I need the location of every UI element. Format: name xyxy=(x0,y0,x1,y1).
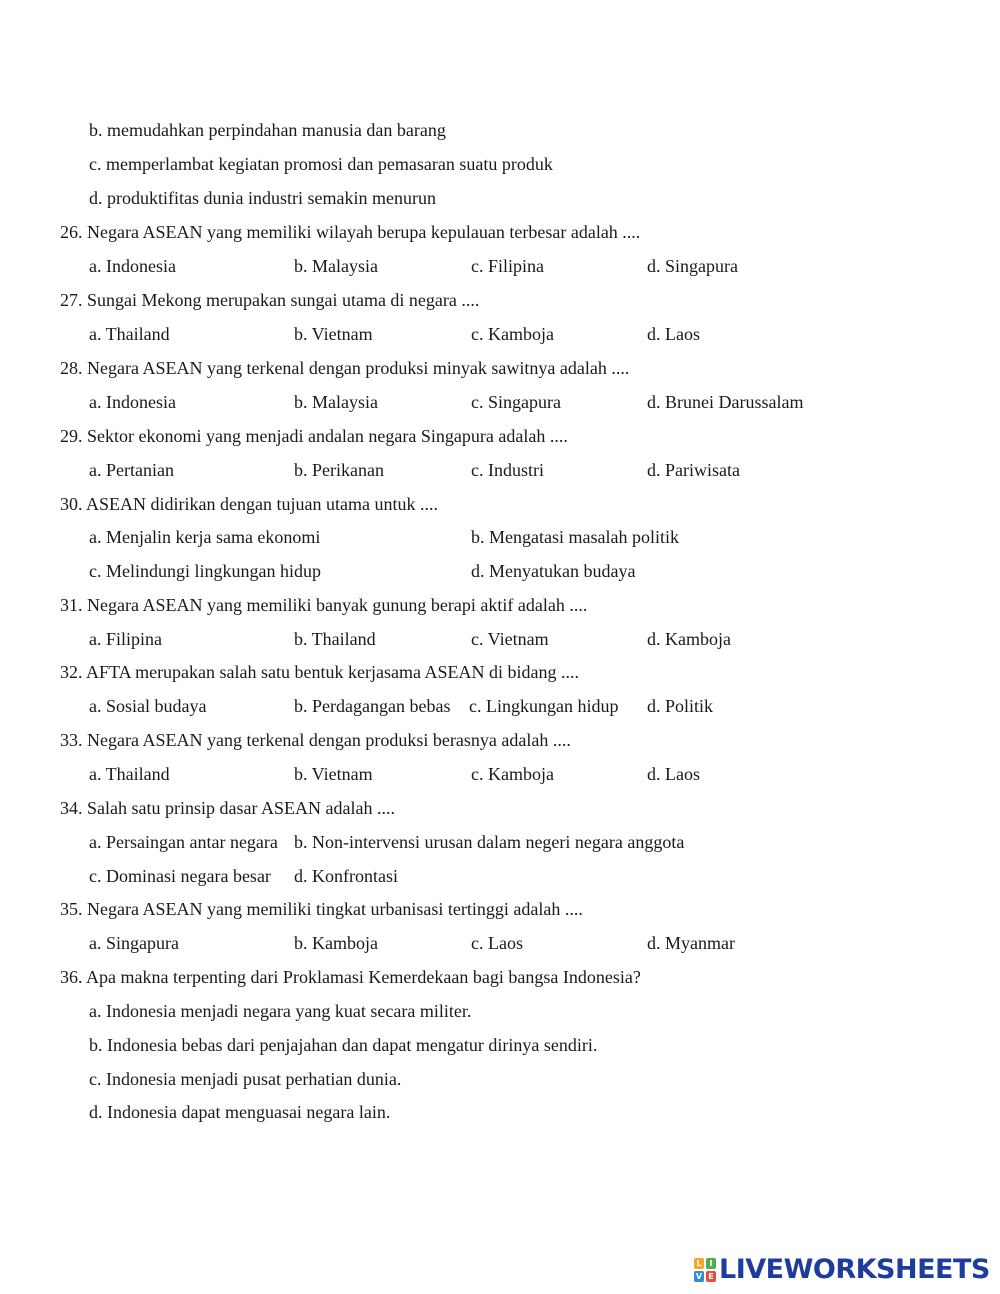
q34-option-c: c. Dominasi negara besar xyxy=(89,866,271,886)
q26-option-a: a. Indonesia xyxy=(89,256,176,276)
q25-option-c: c. memperlambat kegiatan promosi dan pemasaran suatu produk xyxy=(89,154,553,174)
q36-option-c: c. Indonesia menjadi pusat perhatian dunia. xyxy=(89,1069,402,1089)
q29-option-c: c. Industri xyxy=(471,460,544,480)
q29-option-b: b. Perikanan xyxy=(294,460,384,480)
q26-option-d: d. Singapura xyxy=(647,256,738,276)
q35-option-b: b. Kamboja xyxy=(294,933,378,953)
q30-option-c: c. Melindungi lingkungan hidup xyxy=(89,561,321,581)
q26-option-b: b. Malaysia xyxy=(294,256,378,276)
q33-option-d: d. Laos xyxy=(647,764,700,784)
q30-text: 30. ASEAN didirikan dengan tujuan utama untuk .... xyxy=(60,494,438,514)
q33-text: 33. Negara ASEAN yang terkenal dengan produksi berasnya adalah .... xyxy=(60,730,571,750)
q28-text: 28. Negara ASEAN yang terkenal dengan produksi minyak sawitnya adalah .... xyxy=(60,358,630,378)
q35-text: 35. Negara ASEAN yang memiliki tingkat urbanisasi tertinggi adalah .... xyxy=(60,899,583,919)
q34-option-b: b. Non-intervensi urusan dalam negeri negara anggota xyxy=(294,832,685,852)
q33-option-c: c. Kamboja xyxy=(471,764,554,784)
q26-text: 26. Negara ASEAN yang memiliki wilayah berupa kepulauan terbesar adalah .... xyxy=(60,222,641,242)
q32-option-b: b. Perdagangan bebas xyxy=(294,696,451,716)
q36-option-a: a. Indonesia menjadi negara yang kuat secara militer. xyxy=(89,1001,472,1021)
liveworksheets-logo-icon: L I V E xyxy=(694,1258,716,1282)
q34-text: 34. Salah satu prinsip dasar ASEAN adalah .... xyxy=(60,798,395,818)
q36-option-b: b. Indonesia bebas dari penjajahan dan dapat mengatur dirinya sendiri. xyxy=(89,1035,598,1055)
q27-option-d: d. Laos xyxy=(647,324,700,344)
q36-option-d: d. Indonesia dapat menguasai negara lain. xyxy=(89,1102,391,1122)
q31-text: 31. Negara ASEAN yang memiliki banyak gunung berapi aktif adalah .... xyxy=(60,595,588,615)
q32-option-c: c. Lingkungan hidup xyxy=(469,696,619,716)
q29-option-a: a. Pertanian xyxy=(89,460,174,480)
q27-text: 27. Sungai Mekong merupakan sungai utama di negara .... xyxy=(60,290,480,310)
q31-option-c: c. Vietnam xyxy=(471,629,549,649)
q28-option-a: a. Indonesia xyxy=(89,392,176,412)
q26-option-c: c. Filipina xyxy=(471,256,544,276)
q33-option-b: b. Vietnam xyxy=(294,764,373,784)
q35-option-c: c. Laos xyxy=(471,933,523,953)
liveworksheets-logo xyxy=(694,1255,990,1285)
q29-option-d: d. Pariwisata xyxy=(647,460,740,480)
q27-option-a: a. Thailand xyxy=(89,324,170,344)
q25-option-b: b. memudahkan perpindahan manusia dan barang xyxy=(89,120,446,140)
q28-option-d: d. Brunei Darussalam xyxy=(647,392,804,412)
q34-option-a: a. Persaingan antar negara xyxy=(89,832,278,852)
q27-option-c: c. Kamboja xyxy=(471,324,554,344)
q35-option-d: d. Myanmar xyxy=(647,933,735,953)
q32-option-a: a. Sosial budaya xyxy=(89,696,207,716)
q30-option-a: a. Menjalin kerja sama ekonomi xyxy=(89,527,321,547)
q29-text: 29. Sektor ekonomi yang menjadi andalan negara Singapura adalah .... xyxy=(60,426,568,446)
liveworksheets-logo-text: LIVEWORKSHEETS xyxy=(719,1254,990,1285)
q31-option-a: a. Filipina xyxy=(89,629,162,649)
q28-option-b: b. Malaysia xyxy=(294,392,378,412)
q35-option-a: a. Singapura xyxy=(89,933,179,953)
q33-option-a: a. Thailand xyxy=(89,764,170,784)
q30-option-b: b. Mengatasi masalah politik xyxy=(471,527,679,547)
q32-text: 32. AFTA merupakan salah satu bentuk kerjasama ASEAN di bidang .... xyxy=(60,662,579,682)
q30-option-d: d. Menyatukan budaya xyxy=(471,561,636,581)
q31-option-d: d. Kamboja xyxy=(647,629,731,649)
q28-option-c: c. Singapura xyxy=(471,392,561,412)
q34-option-d: d. Konfrontasi xyxy=(294,866,398,886)
q36-text: 36. Apa makna terpenting dari Proklamasi Kemerdekaan bagi bangsa Indonesia? xyxy=(60,967,641,987)
q32-option-d: d. Politik xyxy=(647,696,714,716)
q27-option-b: b. Vietnam xyxy=(294,324,373,344)
q25-option-d: d. produktifitas dunia industri semakin menurun xyxy=(89,188,436,208)
q31-option-b: b. Thailand xyxy=(294,629,376,649)
